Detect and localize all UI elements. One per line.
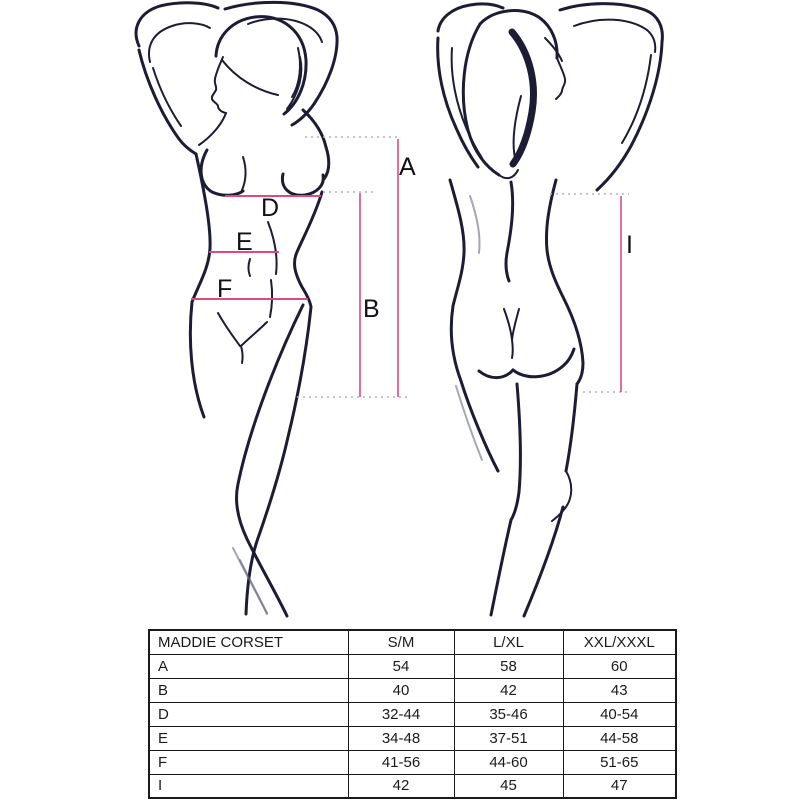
size-table-container — [148, 629, 677, 799]
table-row — [149, 678, 676, 702]
table-row — [149, 774, 676, 798]
label-A: A — [399, 153, 416, 181]
label-E: E — [236, 228, 253, 256]
cell-value: 41-56 — [348, 750, 454, 774]
size-table — [148, 629, 677, 799]
label-B: B — [363, 295, 380, 323]
label-D: D — [261, 194, 280, 222]
label-F: F — [217, 275, 233, 303]
cell-value: 51-65 — [563, 750, 676, 774]
cell-value: 58 — [454, 654, 563, 678]
cell-value: 35-46 — [454, 702, 563, 726]
cell-value: 40 — [348, 678, 454, 702]
label-I: I — [626, 231, 633, 259]
table-row — [149, 654, 676, 678]
row-label: E — [149, 726, 348, 750]
cell-value: 32-44 — [348, 702, 454, 726]
cell-value: 43 — [563, 678, 676, 702]
cell-value: 42 — [348, 774, 454, 798]
table-row — [149, 750, 676, 774]
cell-value: 40-54 — [563, 702, 676, 726]
measure-labels — [217, 153, 633, 323]
row-label: B — [149, 678, 348, 702]
back-figure-art — [438, 4, 663, 616]
cell-value: 42 — [454, 678, 563, 702]
cell-value: 47 — [563, 774, 676, 798]
cell-value: 34-48 — [348, 726, 454, 750]
cell-value: 45 — [454, 774, 563, 798]
row-label: I — [149, 774, 348, 798]
front-figure-art — [136, 2, 337, 616]
cell-value: 44-60 — [454, 750, 563, 774]
size-col-sm: S/M — [348, 630, 454, 654]
row-label: D — [149, 702, 348, 726]
cell-value: 60 — [563, 654, 676, 678]
cell-value: 54 — [348, 654, 454, 678]
product-name: MADDIE CORSET — [149, 630, 348, 654]
cell-value: 44-58 — [563, 726, 676, 750]
row-label: A — [149, 654, 348, 678]
cell-value: 37-51 — [454, 726, 563, 750]
table-row — [149, 726, 676, 750]
size-col-xxl: XXL/XXXL — [563, 630, 676, 654]
table-row — [149, 702, 676, 726]
size-table-header-row — [149, 630, 676, 654]
size-col-lxl: L/XL — [454, 630, 563, 654]
row-label: F — [149, 750, 348, 774]
